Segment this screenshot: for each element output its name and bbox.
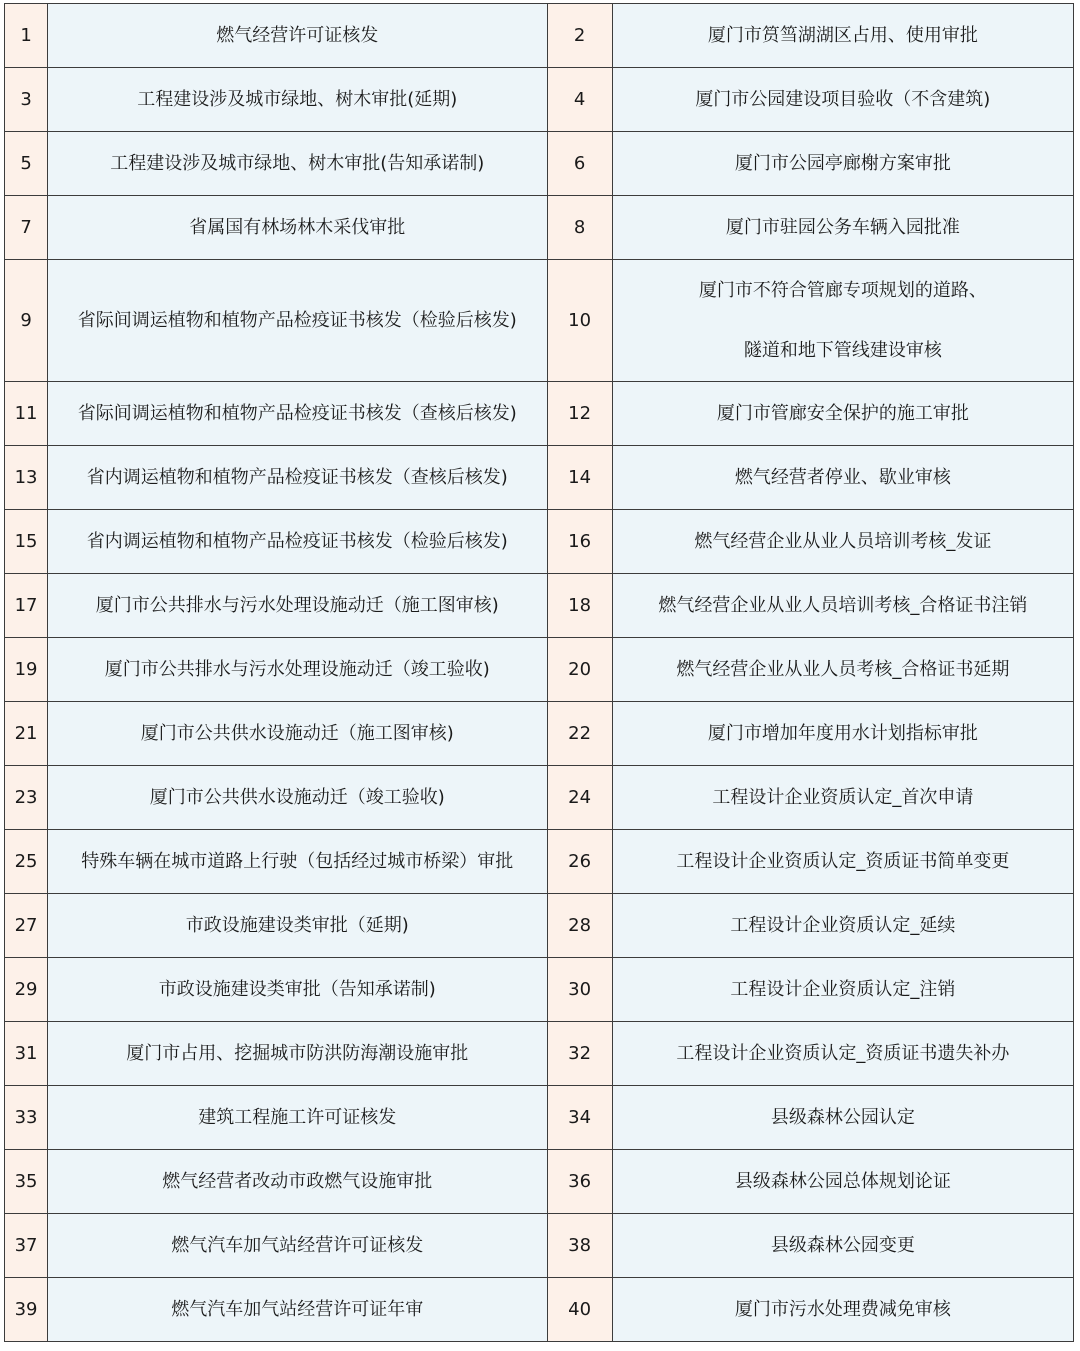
- approval-items-table: [4, 3, 1074, 1342]
- item-number: 9: [5, 260, 48, 382]
- item-name: 燃气经营企业从业人员培训考核_合格证书注销: [612, 574, 1073, 638]
- item-number: 35: [5, 1150, 48, 1214]
- item-number: 12: [547, 382, 612, 446]
- item-name: 市政设施建设类审批（延期): [48, 894, 547, 958]
- table-row: [5, 68, 1074, 132]
- item-number: 40: [547, 1278, 612, 1342]
- item-name: 市政设施建设类审批（告知承诺制): [48, 958, 547, 1022]
- item-name: 工程设计企业资质认定_延续: [612, 894, 1073, 958]
- table-row: [5, 830, 1074, 894]
- item-number: 22: [547, 702, 612, 766]
- item-number: 38: [547, 1214, 612, 1278]
- item-number: 10: [547, 260, 612, 382]
- item-name: 工程建设涉及城市绿地、树木审批(告知承诺制): [48, 132, 547, 196]
- item-number: 11: [5, 382, 48, 446]
- item-number: 32: [547, 1022, 612, 1086]
- table-row: [5, 958, 1074, 1022]
- item-name: 建筑工程施工许可证核发: [48, 1086, 547, 1150]
- item-name: 省内调运植物和植物产品检疫证书核发（查核后核发): [48, 446, 547, 510]
- item-number: 37: [5, 1214, 48, 1278]
- item-name-line: 厦门市不符合管廊专项规划的道路、: [698, 279, 987, 301]
- item-name: 燃气汽车加气站经营许可证年审: [48, 1278, 547, 1342]
- table-row: [5, 1086, 1074, 1150]
- item-name: 燃气经营者停业、歇业审核: [612, 446, 1073, 510]
- item-number: 6: [547, 132, 612, 196]
- table-row: [5, 1278, 1074, 1342]
- table-row: [5, 4, 1074, 68]
- item-name: 厦门市公共供水设施动迁（竣工验收): [48, 766, 547, 830]
- item-name: 县级森林公园变更: [612, 1214, 1073, 1278]
- item-number: 26: [547, 830, 612, 894]
- table-row: [5, 766, 1074, 830]
- item-number: 7: [5, 196, 48, 260]
- item-name: 工程设计企业资质认定_资质证书遗失补办: [612, 1022, 1073, 1086]
- item-name: 特殊车辆在城市道路上行驶（包括经过城市桥梁）审批: [48, 830, 547, 894]
- item-number: 4: [547, 68, 612, 132]
- item-number: 5: [5, 132, 48, 196]
- table-row: [5, 1150, 1074, 1214]
- item-number: 34: [547, 1086, 612, 1150]
- item-name: 厦门市公园建设项目验收（不含建筑): [612, 68, 1073, 132]
- table-row: [5, 638, 1074, 702]
- table-row: [5, 702, 1074, 766]
- item-name: 工程设计企业资质认定_首次申请: [612, 766, 1073, 830]
- item-number: 13: [5, 446, 48, 510]
- item-name: 燃气经营企业从业人员培训考核_发证: [612, 510, 1073, 574]
- item-name: 燃气经营企业从业人员考核_合格证书延期: [612, 638, 1073, 702]
- item-number: 18: [547, 574, 612, 638]
- item-name: 厦门市公共排水与污水处理设施动迁（竣工验收): [48, 638, 547, 702]
- item-name: 省属国有林场林木采伐审批: [48, 196, 547, 260]
- item-number: 25: [5, 830, 48, 894]
- item-name: 燃气经营许可证核发: [48, 4, 547, 68]
- item-number: 20: [547, 638, 612, 702]
- table-row: [5, 574, 1074, 638]
- item-name: 厦门市增加年度用水计划指标审批: [612, 702, 1073, 766]
- item-number: 14: [547, 446, 612, 510]
- item-name-multiline: [612, 260, 1073, 382]
- table-row: [5, 510, 1074, 574]
- table-row: [5, 1022, 1074, 1086]
- item-name: 省内调运植物和植物产品检疫证书核发（检验后核发): [48, 510, 547, 574]
- table-row: [5, 260, 1074, 382]
- table-row: [5, 382, 1074, 446]
- item-number: 33: [5, 1086, 48, 1150]
- item-number: 28: [547, 894, 612, 958]
- item-name: 厦门市管廊安全保护的施工审批: [612, 382, 1073, 446]
- item-number: 16: [547, 510, 612, 574]
- item-number: 24: [547, 766, 612, 830]
- table-row: [5, 132, 1074, 196]
- item-number: 30: [547, 958, 612, 1022]
- item-number: 23: [5, 766, 48, 830]
- table-row: [5, 1214, 1074, 1278]
- table-row: [5, 196, 1074, 260]
- item-number: 29: [5, 958, 48, 1022]
- item-name: 省际间调运植物和植物产品检疫证书核发（查核后核发): [48, 382, 547, 446]
- item-number: 3: [5, 68, 48, 132]
- item-number: 21: [5, 702, 48, 766]
- item-number: 8: [547, 196, 612, 260]
- item-name: 燃气经营者改动市政燃气设施审批: [48, 1150, 547, 1214]
- item-name: 县级森林公园总体规划论证: [612, 1150, 1073, 1214]
- item-name: 工程设计企业资质认定_资质证书简单变更: [612, 830, 1073, 894]
- item-name: 厦门市占用、挖掘城市防洪防海潮设施审批: [48, 1022, 547, 1086]
- item-name: 燃气汽车加气站经营许可证核发: [48, 1214, 547, 1278]
- item-name: 省际间调运植物和植物产品检疫证书核发（检验后核发): [48, 260, 547, 382]
- item-number: 15: [5, 510, 48, 574]
- item-name: 厦门市公共供水设施动迁（施工图审核): [48, 702, 547, 766]
- item-name: 厦门市驻园公务车辆入园批准: [612, 196, 1073, 260]
- item-number: 19: [5, 638, 48, 702]
- item-name: 厦门市筼筜湖湖区占用、使用审批: [612, 4, 1073, 68]
- item-name: 工程建设涉及城市绿地、树木审批(延期): [48, 68, 547, 132]
- item-number: 1: [5, 4, 48, 68]
- item-number: 39: [5, 1278, 48, 1342]
- table-row: [5, 894, 1074, 958]
- item-name: 厦门市公园亭廊榭方案审批: [612, 132, 1073, 196]
- item-number: 17: [5, 574, 48, 638]
- item-name: 厦门市污水处理费减免审核: [612, 1278, 1073, 1342]
- item-name: 县级森林公园认定: [612, 1086, 1073, 1150]
- item-name-line: 隧道和地下管线建设审核: [743, 339, 942, 361]
- item-number: 27: [5, 894, 48, 958]
- item-number: 2: [547, 4, 612, 68]
- item-name: 厦门市公共排水与污水处理设施动迁（施工图审核): [48, 574, 547, 638]
- table-row: [5, 446, 1074, 510]
- table-body: [5, 4, 1074, 1342]
- item-name: 工程设计企业资质认定_注销: [612, 958, 1073, 1022]
- item-number: 36: [547, 1150, 612, 1214]
- item-number: 31: [5, 1022, 48, 1086]
